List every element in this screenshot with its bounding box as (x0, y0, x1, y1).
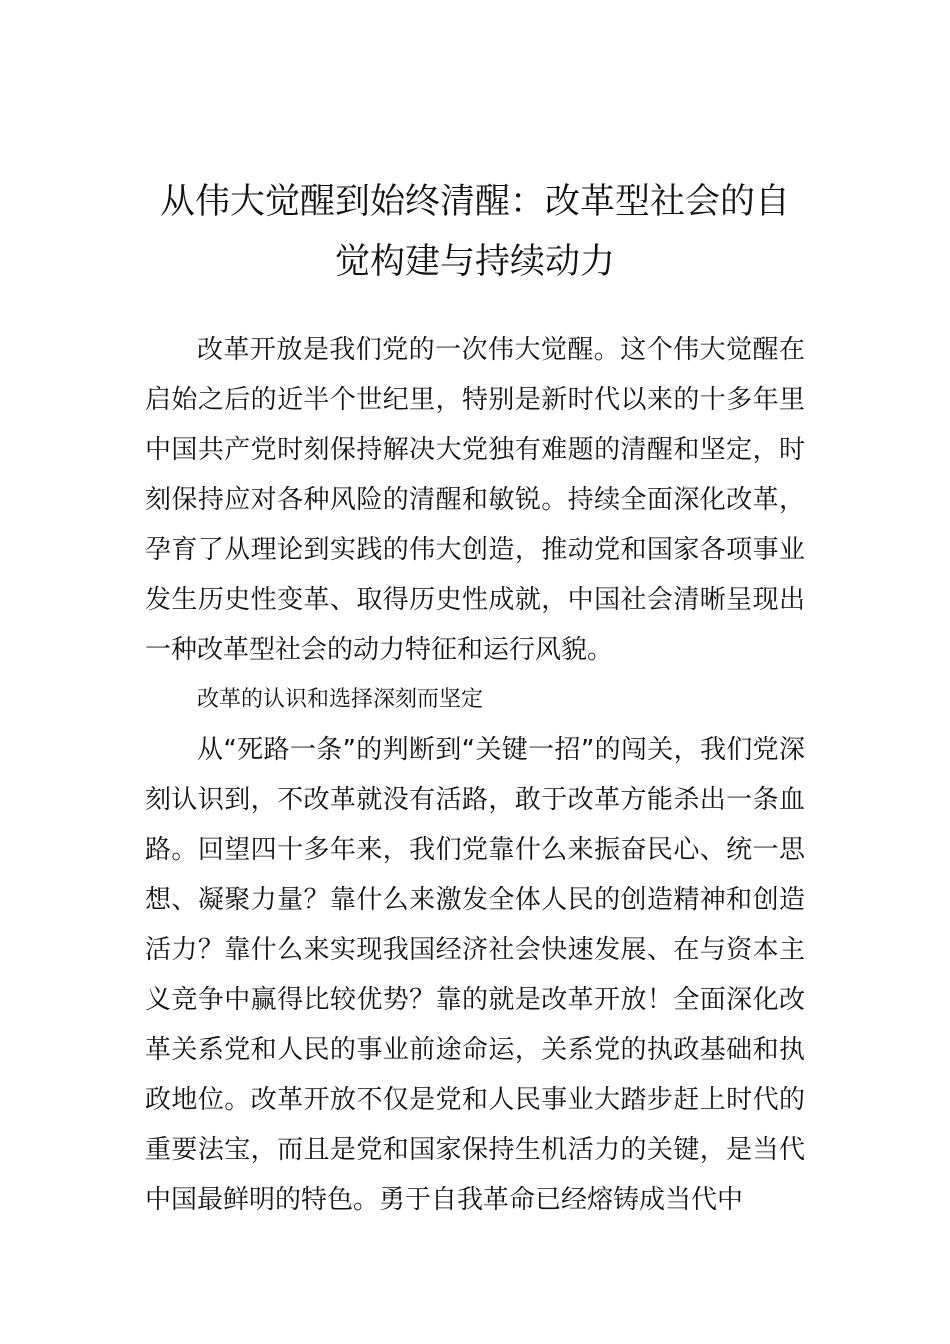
section-heading: 改革的认识和选择深刻而坚定 (197, 687, 484, 712)
document-title: 从伟大觉醒到始终清醒：改革型社会的自觉构建与持续动力 (159, 182, 790, 282)
paragraph-reform: 从“死路一条”的判断到“关键一招”的闯关，我们党深刻认识到，不改革就没有活路，敢于改革方能杀出一条血路。回望四十多年来，我们党靠什么来振奋民心、统一思想、凝聚力量？靠什么来激发全体人民的创造精神和创造活力？靠什么来实现我国经济社会快速发展、在与资本主义竞争中赢得比较优势？靠的就是改革开放！全面深化改革关系党和人民的事业前途命运，关系党的执政基础和执政地位。改革开放不仅是党和人民事业大踏步赶上时代的重要法宝，而且是党和国家保持生机活力的关键，是当代中国最鲜明的特色。勇于自我革命已经熔铸成当代中 (145, 735, 805, 1215)
document-body (145, 325, 805, 1225)
paragraph-intro: 改革开放是我们党的一次伟大觉醒。这个伟大觉醒在启始之后的近半个世纪里，特别是新时代以来的十多年里中国共产党时刻保持解决大党独有难题的清醒和坚定，时刻保持应对各种风险的清醒和敏锐。持续全面深化改革，孕育了从理论到实践的伟大创造，推动党和国家各项事业发生历史性变革、取得历史性成就，中国社会清晰呈现出一种改革型社会的动力特征和运行风貌。 (145, 335, 805, 665)
